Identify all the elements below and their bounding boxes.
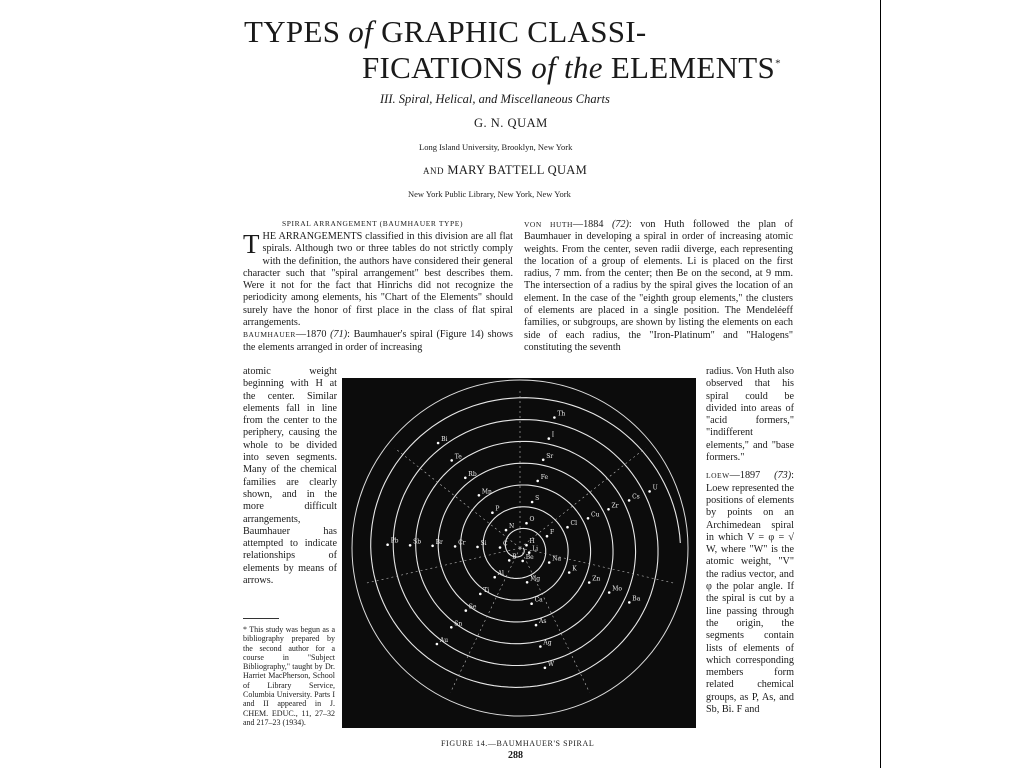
element-label: Sr	[546, 452, 554, 460]
element-point	[450, 626, 453, 629]
element-label: H	[529, 538, 535, 546]
element-label: Br	[435, 538, 443, 546]
element-label: Ti	[483, 586, 490, 594]
title-line-1: TYPES of GRAPHIC CLASSI-	[244, 14, 647, 49]
element-point	[648, 490, 651, 493]
paragraph-baumhauer: BAUMHAUER—1870 (71): Baumhauer's spiral (Figure 14) shows the elements arranged in order of increasing	[243, 329, 513, 353]
spiral-diagram	[342, 378, 696, 728]
element-point	[566, 526, 569, 529]
element-point	[478, 494, 481, 497]
paragraph-loew: LOEW—1897 (73): Loew represented the positions of elements by points on an Archimedean spiral in which V = φ = √ W, where "W" is the atomic weight, "V" the radius vector, and φ the polar angle. If the spiral is cut by a line passing through the origin, the segments contain lists of elements of which corresponding members form related chemical groups, as P, As, and Sb, Bi. F and	[706, 470, 794, 716]
element-label: Mg	[530, 575, 541, 583]
element-point	[476, 546, 479, 549]
element-point	[548, 561, 551, 564]
element-point	[530, 602, 533, 605]
element-label: Rb	[468, 470, 477, 478]
author-1: G. N. QUAM	[474, 116, 548, 130]
column-1-narrow: atomic weight beginning with H at the center. Similar elements fall in line from the center to the periphery, causing the whole to be divided into seven segments. Many of the chemical families are clearly shown, and in the more difficult arrangements, Baumhauer has attempted to indicate relationships of elements by means of arrows.	[243, 366, 337, 587]
element-label: Cs	[632, 493, 640, 501]
spiral-radius	[364, 548, 520, 584]
element-point	[525, 522, 528, 525]
element-point	[508, 559, 511, 562]
element-label: Te	[454, 453, 462, 461]
element-point	[608, 591, 611, 594]
element-label: W	[547, 660, 555, 668]
element-label: Si	[480, 539, 487, 547]
column-2-narrow: radius. Von Huth also observed that his spiral could be divided into areas of "acid formers," "indifferent elements," and "base formers." LOEW—1897 (73): Loew represented the positions of elements by points on an Archimedean spiral in which V = φ = √ W, where "W" is the atomic weight, "V" the radius vector, and φ the polar angle. If the spiral is cut by a line passing through the origin, the segments contain lists of elements of which corresponding members form related chemical groups, as P, As, and Sb, Bi. F and	[706, 366, 794, 716]
element-label: B	[512, 553, 517, 561]
figure-baumhauer-spiral	[342, 378, 696, 728]
element-label: Cr	[458, 539, 466, 547]
element-point	[464, 477, 467, 480]
page-edge-rule	[880, 0, 881, 768]
element-point	[436, 643, 439, 646]
element-label: Be	[525, 553, 534, 561]
element-point	[628, 601, 631, 604]
element-point	[536, 480, 539, 483]
element-label: Mo	[612, 585, 622, 593]
element-label: N	[509, 523, 515, 531]
element-label: O	[529, 516, 535, 524]
paragraph-intro: THE ARRANGEMENTS classified in this division are all flat spirals. Although two or three tables do not strictly comply with the definition, the authors have considered their general character such that "spiral arrangement" best describes them. Were it not for the fact that Hinrichs did not recognize the periodicity among elements, his "Chart of the Elements" should surely have the honor of first place in the class of flat spiral arrangements.	[243, 229, 513, 329]
affiliation-2: New York Public Library, New York, New York	[408, 189, 571, 199]
element-label: Sn	[454, 620, 463, 628]
element-label: Zr	[611, 502, 619, 510]
element-point	[493, 576, 496, 579]
element-label: Li	[532, 545, 539, 553]
element-label: S	[535, 495, 540, 502]
element-point	[548, 437, 551, 440]
element-label: Cl	[570, 520, 578, 528]
element-label: As	[539, 618, 547, 626]
element-label: Fe	[540, 473, 549, 481]
footnote-rule	[243, 618, 279, 619]
spiral-labels	[386, 411, 657, 670]
element-label: P	[495, 505, 500, 513]
element-point	[499, 546, 502, 549]
element-label: Bi	[441, 436, 448, 443]
element-label: Au	[439, 637, 449, 644]
element-label: Cu	[591, 511, 600, 519]
element-point	[553, 416, 556, 419]
paragraph-von-huth: VON HUTH—1884 (72): von Huth followed the plan of Baumhauer in developing a spiral in order of increasing atomic weights. From the center, seven radii diverge, each representing the location of a group of elements. Li is placed on the first radius, 7 mm. from the center; then Be on the second, at 9 mm. The intersection of a radius by the spiral gives the location of an element. In the case of the "eighth group elements," the clusters of elements are placed in a single position. The Mendeléeff families, or subgroups, are shown by listing the elements on each side of each radius, the "Iron-Platinum" and "Halogens" constituting the seventh	[524, 219, 793, 353]
element-label: Th	[557, 410, 566, 418]
element-point	[607, 508, 610, 511]
element-label: C	[503, 540, 508, 548]
element-point	[479, 593, 482, 596]
column-1-top	[243, 231, 513, 354]
spiral-radii	[364, 388, 676, 692]
element-label: I	[551, 431, 555, 439]
element-point	[409, 544, 412, 547]
element-label: Ag	[543, 639, 552, 647]
element-point	[465, 609, 468, 612]
element-label: Al	[497, 570, 504, 578]
element-label: Se	[468, 603, 477, 611]
element-point	[431, 545, 434, 548]
author-2: AND MARY BATTELL QUAM	[423, 163, 588, 177]
element-label: K	[572, 565, 577, 573]
element-point	[542, 459, 545, 462]
element-point	[535, 624, 538, 627]
element-point	[525, 544, 528, 547]
drop-cap: T	[243, 229, 260, 259]
element-point	[437, 442, 440, 445]
footnote-marker: *	[775, 57, 781, 70]
subtitle: III. Spiral, Helical, and Miscellaneous Charts	[380, 92, 610, 106]
element-point	[491, 511, 494, 514]
element-label: Mn	[481, 488, 492, 496]
element-point	[521, 560, 524, 563]
element-label: U	[652, 484, 658, 492]
element-point	[568, 571, 571, 574]
element-point	[588, 581, 591, 584]
element-point	[544, 667, 547, 670]
element-point	[587, 517, 590, 520]
affiliation-1: Long Island University, Brooklyn, New York	[419, 142, 573, 152]
element-point	[386, 543, 389, 546]
element-label: Ba	[632, 595, 641, 603]
element-point	[628, 499, 631, 502]
element-label: Na	[552, 555, 562, 563]
element-label: F	[550, 529, 555, 537]
column-2-top	[524, 219, 793, 354]
title-line-2: FICATIONS of the ELEMENTS*	[362, 50, 781, 85]
element-label: Zn	[592, 575, 601, 583]
element-point	[531, 501, 534, 504]
element-label: Ca	[534, 596, 543, 604]
page-number: 288	[508, 750, 523, 761]
element-point	[450, 459, 453, 462]
element-point	[454, 545, 457, 548]
element-point	[546, 535, 549, 538]
element-label: Pb	[390, 537, 399, 545]
element-point	[526, 581, 529, 584]
element-label: Sb	[413, 538, 422, 546]
section-heading: SPIRAL ARRANGEMENT (BAUMHAUER TYPE)	[282, 219, 464, 228]
footnote: * This study was begun as a bibliography prepared by the second author for a course in "Subject Bibliography," taught by Dr. Harriet MacPherson, School of Library Service, Columbia University. Parts I and II appeared in J. CHEM. EDUC., 11, 27–32 and 217–23 (1934).	[243, 625, 335, 727]
figure-caption: FIGURE 14.—BAUMHAUER'S SPIRAL	[441, 739, 595, 748]
element-point	[505, 529, 508, 532]
element-point	[539, 645, 542, 648]
